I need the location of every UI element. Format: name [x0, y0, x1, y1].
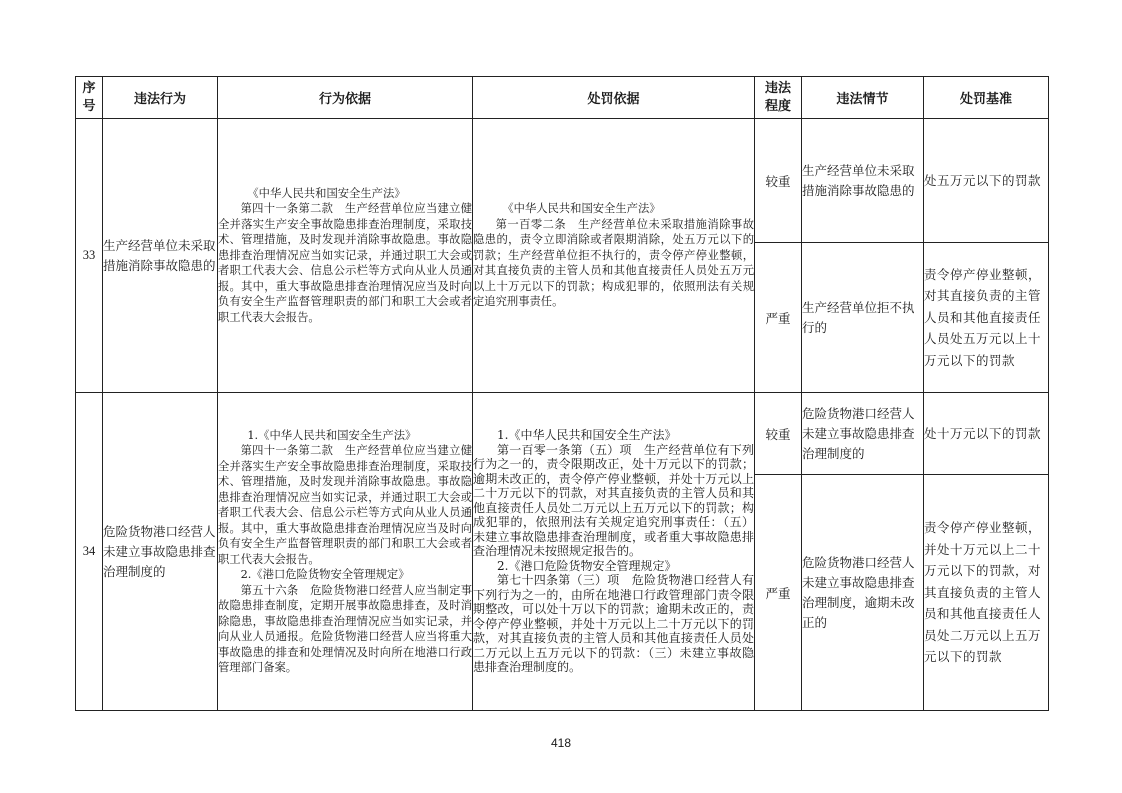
regulation-title: 2.《港口危险货物安全管理规定》 [240, 568, 410, 581]
conduct-basis-cell [218, 119, 473, 393]
circumstance-cell: 生产经营单位未采取措施消除事故隐患的 [802, 119, 924, 243]
row-number: 33 [76, 119, 103, 393]
law-article: 第四十一条第二款 生产经营单位应当建立健全并落实生产安全事故隐患排查治理制度，采取技术、管理措施，及时发现并消除事故隐患。事故隐患排查治理情况应当如实记录，并通过职工大会或者职工代表大会、信息公示栏等方式向从业人员通报。其中，重大事故隐患排查治理情况应当及时向负有安全生产监督管理职责的部门和职工大会或者职工代表大会报告。 [218, 202, 472, 324]
circumstance-cell: 危险货物港口经营人未建立事故隐患排查治理制度的 [802, 393, 924, 475]
regulation-article: 第七十四条第（三）项 危险货物港口经营人有下列行为之一的，由所在地港口行政管理部门责令限期整改，可以处十万以下的罚款；逾期未改正的，责令停产停业整顿，并处十万元以上二十万元以下的罚款，对其直接负责的主管人员和其他直接责任人员处二万元以上五万元以下的罚款：（三）未建立事故隐患排查治理制度的。 [473, 573, 754, 675]
degree-cell: 较重 [755, 119, 802, 243]
header-violation: 违法行为 [103, 77, 218, 119]
header-seq-line2: 号 [82, 98, 96, 114]
law-article: 第四十一条第二款 生产经营单位应当建立健全并落实生产安全事故隐患排查治理制度，采取技术、管理措施，及时发现并消除事故隐患。事故隐患排查治理情况应当如实记录，并通过职工大会或者职工代表大会、信息公示栏等方式向从业人员通报。其中，重大事故隐患排查治理情况应当及时向负有安全生产监督管理职责的部门和职工大会或者职工代表大会报告。 [218, 444, 472, 566]
degree-cell: 严重 [755, 243, 802, 393]
table-row [76, 393, 1049, 475]
penalty-basis-cell [473, 119, 755, 393]
degree-cell: 较重 [755, 393, 802, 475]
regulation-title: 2.《港口危险货物安全管理规定》 [497, 558, 677, 573]
violation-cell: 生产经营单位未采取措施消除事故隐患的 [103, 119, 218, 393]
law-article: 第一百零一条第（五）项 生产经营单位有下列行为之一的，责令限期改正，处十万元以下的罚款；逾期未改正的，责令停产停业整顿，并处十万元以上二十万元以下的罚款，对其直接负责的主管人员和其他直接责任人员处二万元以上五万元以下的罚款；构成犯罪的，依照刑法有关规定追究刑事责任：（五）未建立事故隐患排查治理制度，或者重大事故隐患排查治理情况未按照规定报告的。 [473, 442, 754, 559]
header-degree [755, 77, 802, 119]
standard-cell: 责令停产停业整顿，对其直接负责的主管人员和其他直接责任人员处五万元以上十万元以下的罚款 [924, 243, 1049, 393]
header-seq-line1: 序 [82, 80, 96, 96]
header-degree-line2: 程度 [764, 98, 791, 114]
header-degree-line1: 违法 [764, 80, 791, 96]
header-standard: 处罚基准 [924, 77, 1049, 119]
degree-cell: 严重 [755, 475, 802, 711]
header-circumstance: 违法情节 [802, 77, 924, 119]
row-number: 34 [76, 393, 103, 711]
law-title: 1.《中华人民共和国安全生产法》 [247, 428, 417, 442]
penalty-standards-table [75, 76, 1049, 711]
violation-cell: 危险货物港口经营人未建立事故隐患排查治理制度的 [103, 393, 218, 711]
circumstance-cell: 生产经营单位拒不执行的 [802, 243, 924, 393]
law-title: 《中华人民共和国安全生产法》 [247, 186, 406, 200]
header-seq [76, 77, 103, 119]
standard-cell: 处十万元以下的罚款 [924, 393, 1049, 475]
header-penalty-basis: 处罚依据 [473, 77, 755, 119]
law-title: 《中华人民共和国安全生产法》 [502, 202, 661, 216]
law-article: 第一百零二条 生产经营单位未采取措施消除事故隐患的，责令立即消除或者限期消除，处五万元以下的罚款；生产经营单位拒不执行的，责令停产停业整顿，对其直接负责的主管人员和其他直接责任人员处五万元以上十万元以下的罚款；构成犯罪的，依照刑法有关规定追究刑事责任。 [473, 217, 754, 309]
penalty-basis-cell [473, 393, 755, 711]
standard-cell: 责令停产停业整顿，并处十万元以上二十万元以下的罚款，对其直接负责的主管人员和其他直接责任人员处二万元以上五万元以下的罚款 [924, 475, 1049, 711]
law-title: 1.《中华人民共和国安全生产法》 [497, 428, 677, 443]
circumstance-cell: 危险货物港口经营人未建立事故隐患排查治理制度，逾期未改正的 [802, 475, 924, 711]
page-number: 418 [550, 736, 572, 750]
header-conduct-basis: 行为依据 [218, 77, 473, 119]
standard-cell: 处五万元以下的罚款 [924, 119, 1049, 243]
table-row [76, 119, 1049, 243]
header-row [76, 77, 1049, 119]
regulation-article: 第五十六条 危险货物港口经营人应当制定事故隐患排查制度，定期开展事故隐患排查，及时消除隐患，事故隐患排查治理情况应当如实记录，并向从业人员通报。危险货物港口经营人应当将重大事故隐患的排查和处理情况及时向所在地港口行政管理部门备案。 [218, 583, 472, 674]
conduct-basis-cell [218, 393, 473, 711]
